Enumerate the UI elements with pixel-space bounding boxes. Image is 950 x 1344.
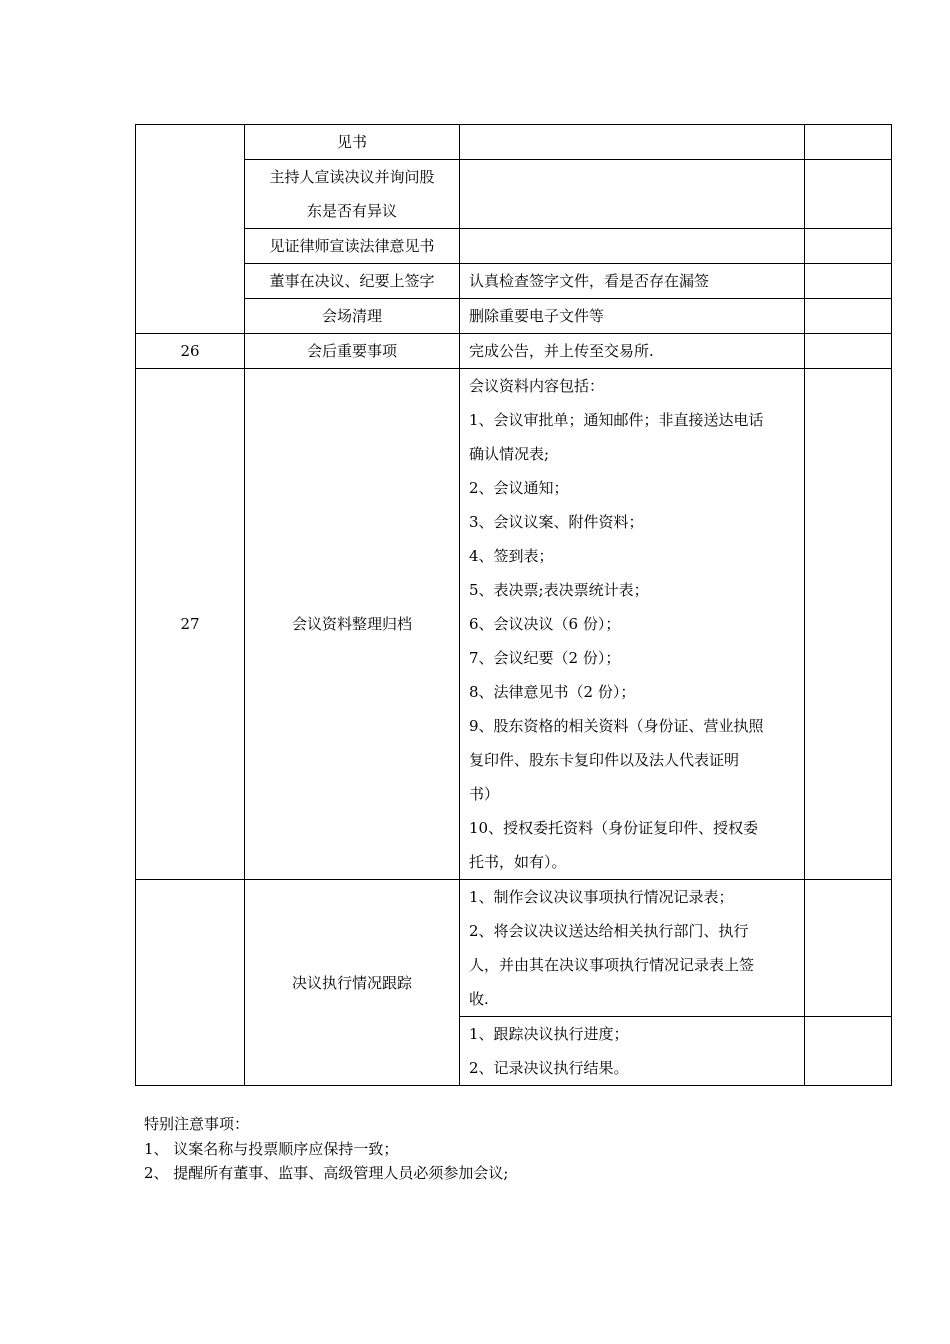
step-cell: 会后重要事项 (245, 334, 460, 369)
step-cell: 决议执行情况跟踪 (245, 880, 460, 1086)
step-cell: 主持人宣读决议并询问股 东是否有异议 (245, 160, 460, 229)
step-cell: 会场清理 (245, 299, 460, 334)
step-cell: 董事在决议、纪要上签字 (245, 264, 460, 299)
table-row (136, 299, 892, 334)
table-row (136, 264, 892, 299)
remark-cell (805, 1017, 892, 1086)
number-cell: 27 (136, 369, 245, 880)
note-cell: 认真检查签字文件，看是否存在漏签 (460, 264, 805, 299)
remark-cell (805, 125, 892, 160)
note-cell: 删除重要电子文件等 (460, 299, 805, 334)
number-cell (136, 880, 245, 1086)
remark-cell (805, 229, 892, 264)
step-cell: 见书 (245, 125, 460, 160)
note-cell (460, 125, 805, 160)
note-cell: 完成公告，并上传至交易所. (460, 334, 805, 369)
remark-cell (805, 160, 892, 229)
procedure-table (135, 124, 892, 1086)
special-notes (144, 1112, 508, 1186)
list-item: 2、 提醒所有董事、监事、高级管理人员必须参加会议; (144, 1164, 509, 1182)
table-row (136, 125, 892, 160)
note-cell: 会议资料内容包括： 1、会议审批单；通知邮件；非直接送达电话 确认情况表; 2、会议通知； 3、会议议案、附件资料； 4、签到表； 5、表决票;表决票统计表； 6、会议决议（6 份）； 7、会议纪要（2 份）； 8、法律意见书（2 份）； 9、股东资格的相关资料（身份证、营业执照 复印件、股东卡复印件以及法人代表证明 书） 10、授权委托资料（身份证复印件、授权委 托书，如有）。 (460, 369, 805, 880)
step-cell: 见证律师宣读法律意见书 (245, 229, 460, 264)
remark-cell (805, 299, 892, 334)
note-cell (460, 160, 805, 229)
number-cell (136, 125, 245, 334)
notes-heading: 特别注意事项： (144, 1115, 250, 1133)
list-item: 1、 议案名称与投票顺序应保持一致； (144, 1139, 399, 1158)
remark-cell (805, 264, 892, 299)
remark-cell (805, 880, 892, 1017)
remark-cell (805, 334, 892, 369)
table-row (136, 369, 892, 880)
step-cell: 会议资料整理归档 (245, 369, 460, 880)
note-cell: 1、跟踪决议执行进度； 2、记录决议执行结果。 (460, 1017, 805, 1086)
table-row (136, 880, 892, 1017)
table-row (136, 229, 892, 264)
number-cell: 26 (136, 334, 245, 369)
note-cell: 1、制作会议决议事项执行情况记录表； 2、将会议决议送达给相关执行部门、执行 人，并由其在决议事项执行情况记录表上签 收. (460, 880, 805, 1017)
table-row (136, 160, 892, 229)
note-cell (460, 229, 805, 264)
remark-cell (805, 369, 892, 880)
table-row (136, 334, 892, 369)
